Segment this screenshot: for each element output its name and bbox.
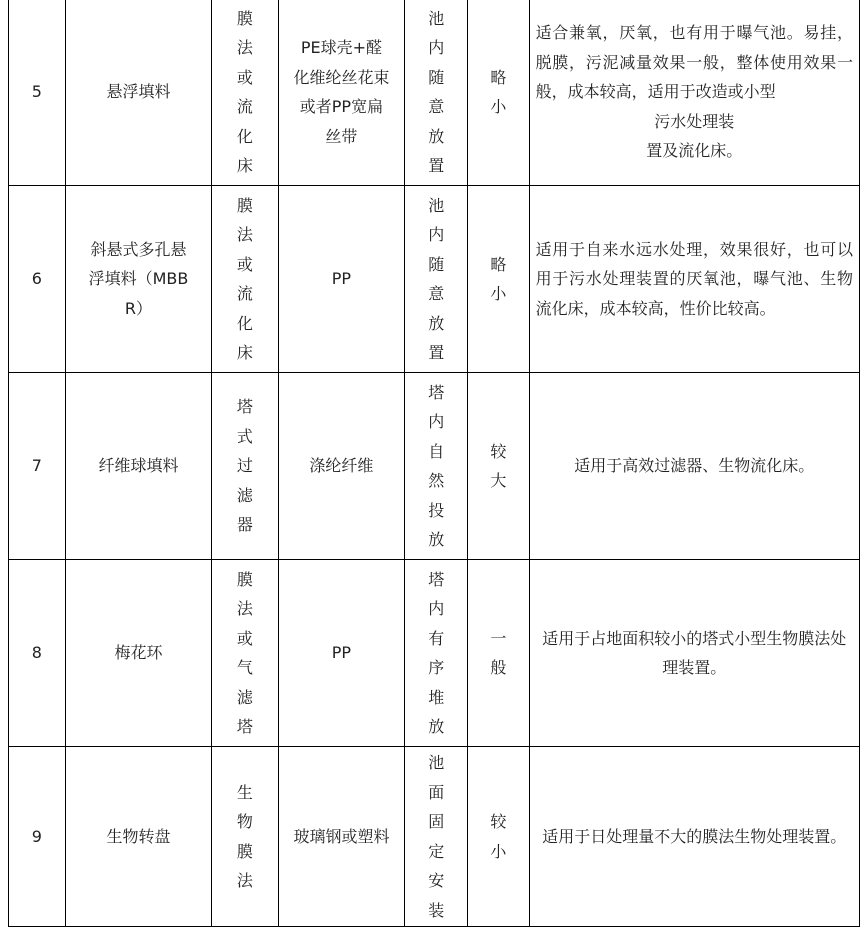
row-number: 5 <box>9 0 66 186</box>
table-row <box>9 560 860 747</box>
process-mechanism-text: 膜法或气滤塔 <box>236 569 253 736</box>
row-number: 6 <box>9 186 66 373</box>
installation-method-text: 塔内自然投放 <box>428 382 445 549</box>
table-row <box>9 0 860 186</box>
installation-method-text: 池内随意放置 <box>428 195 445 362</box>
filler-material <box>278 560 405 747</box>
filler-name <box>65 560 212 747</box>
table-row <box>9 186 860 373</box>
application-description-text: 适用于高效过滤器、生物流化床。 <box>574 456 815 476</box>
filler-name-text: 纤维球填料 <box>98 456 179 476</box>
application-description-tail: 污水处理装 <box>654 111 735 131</box>
process-mechanism <box>212 373 278 560</box>
application-description <box>529 560 859 747</box>
flow-resistance-text: 略小 <box>490 254 507 303</box>
application-description <box>529 186 859 373</box>
filler-material-text: PP <box>331 269 352 289</box>
application-description-tail: 置及流化床。 <box>646 141 743 161</box>
application-description-text: 适用于日处理量不大的膜法生物处理装置。 <box>542 826 847 846</box>
installation-method <box>405 747 468 927</box>
flow-resistance <box>468 0 529 186</box>
application-description <box>529 747 859 927</box>
table-row <box>9 373 860 560</box>
installation-method-text: 池面固定安装 <box>428 753 445 920</box>
row-number: 8 <box>9 560 66 747</box>
flow-resistance <box>468 186 529 373</box>
application-description <box>529 0 859 186</box>
process-mechanism <box>212 0 278 186</box>
installation-method-text: 塔内有序堆放 <box>428 569 445 736</box>
process-mechanism-text: 生物膜法 <box>236 782 253 890</box>
filler-name-text: 生物转盘 <box>106 826 171 846</box>
filler-material-text: 玻璃钢或塑料 <box>293 826 390 846</box>
table-row <box>9 747 860 927</box>
filler-material-text: 涤纶纤维 <box>309 456 374 476</box>
process-mechanism <box>212 186 278 373</box>
process-mechanism-text: 膜法或流化床 <box>236 195 253 362</box>
filler-material <box>278 0 405 186</box>
filler-material <box>278 186 405 373</box>
filler-name-text: 悬浮填料 <box>106 82 171 102</box>
filler-name-text: 梅花环 <box>114 643 163 663</box>
filler-material <box>278 747 405 927</box>
filler-name <box>65 186 212 373</box>
filler-spec-table <box>8 0 860 927</box>
filler-material-text: PP <box>331 643 352 663</box>
application-description-text: 适用于自来水远水处理，效果很好，也可以用于污水处理装置的厌氧池，曝气池、生物流化床，成本较高，性价比较高。 <box>535 239 853 318</box>
flow-resistance-text: 较小 <box>490 812 507 861</box>
row-number: 9 <box>9 747 66 927</box>
filler-name <box>65 747 212 927</box>
installation-method <box>405 0 468 186</box>
flow-resistance-text: 略小 <box>490 67 507 116</box>
filler-name <box>65 0 212 186</box>
installation-method-text: 池内随意放置 <box>428 8 445 175</box>
installation-method <box>405 373 468 560</box>
application-description-text: 适用于占地面积较小的塔式小型生物膜法处理装置。 <box>542 628 847 677</box>
installation-method <box>405 560 468 747</box>
flow-resistance <box>468 560 529 747</box>
filler-name-text: 斜悬式多孔悬浮填料（MBBR） <box>88 239 189 318</box>
installation-method <box>405 186 468 373</box>
application-description-text: 适合兼氧，厌氧，也有用于曝气池。易挂，脱膜，污泥减量效果一般，整体使用效果一般，成本较高，适用于改造或小型 <box>535 23 853 102</box>
flow-resistance-text: 一般 <box>490 628 507 677</box>
process-mechanism-text: 塔式过滤器 <box>236 397 253 535</box>
flow-resistance-text: 较大 <box>490 441 507 490</box>
application-description <box>529 373 859 560</box>
process-mechanism <box>212 747 278 927</box>
process-mechanism <box>212 560 278 747</box>
filler-material-text: PE球壳+醛化维纶丝花束或者PP宽扁丝带 <box>293 38 390 146</box>
flow-resistance <box>468 747 529 927</box>
process-mechanism-text: 膜法或流化床 <box>236 8 253 175</box>
flow-resistance <box>468 373 529 560</box>
filler-material <box>278 373 405 560</box>
filler-name <box>65 373 212 560</box>
row-number: 7 <box>9 373 66 560</box>
